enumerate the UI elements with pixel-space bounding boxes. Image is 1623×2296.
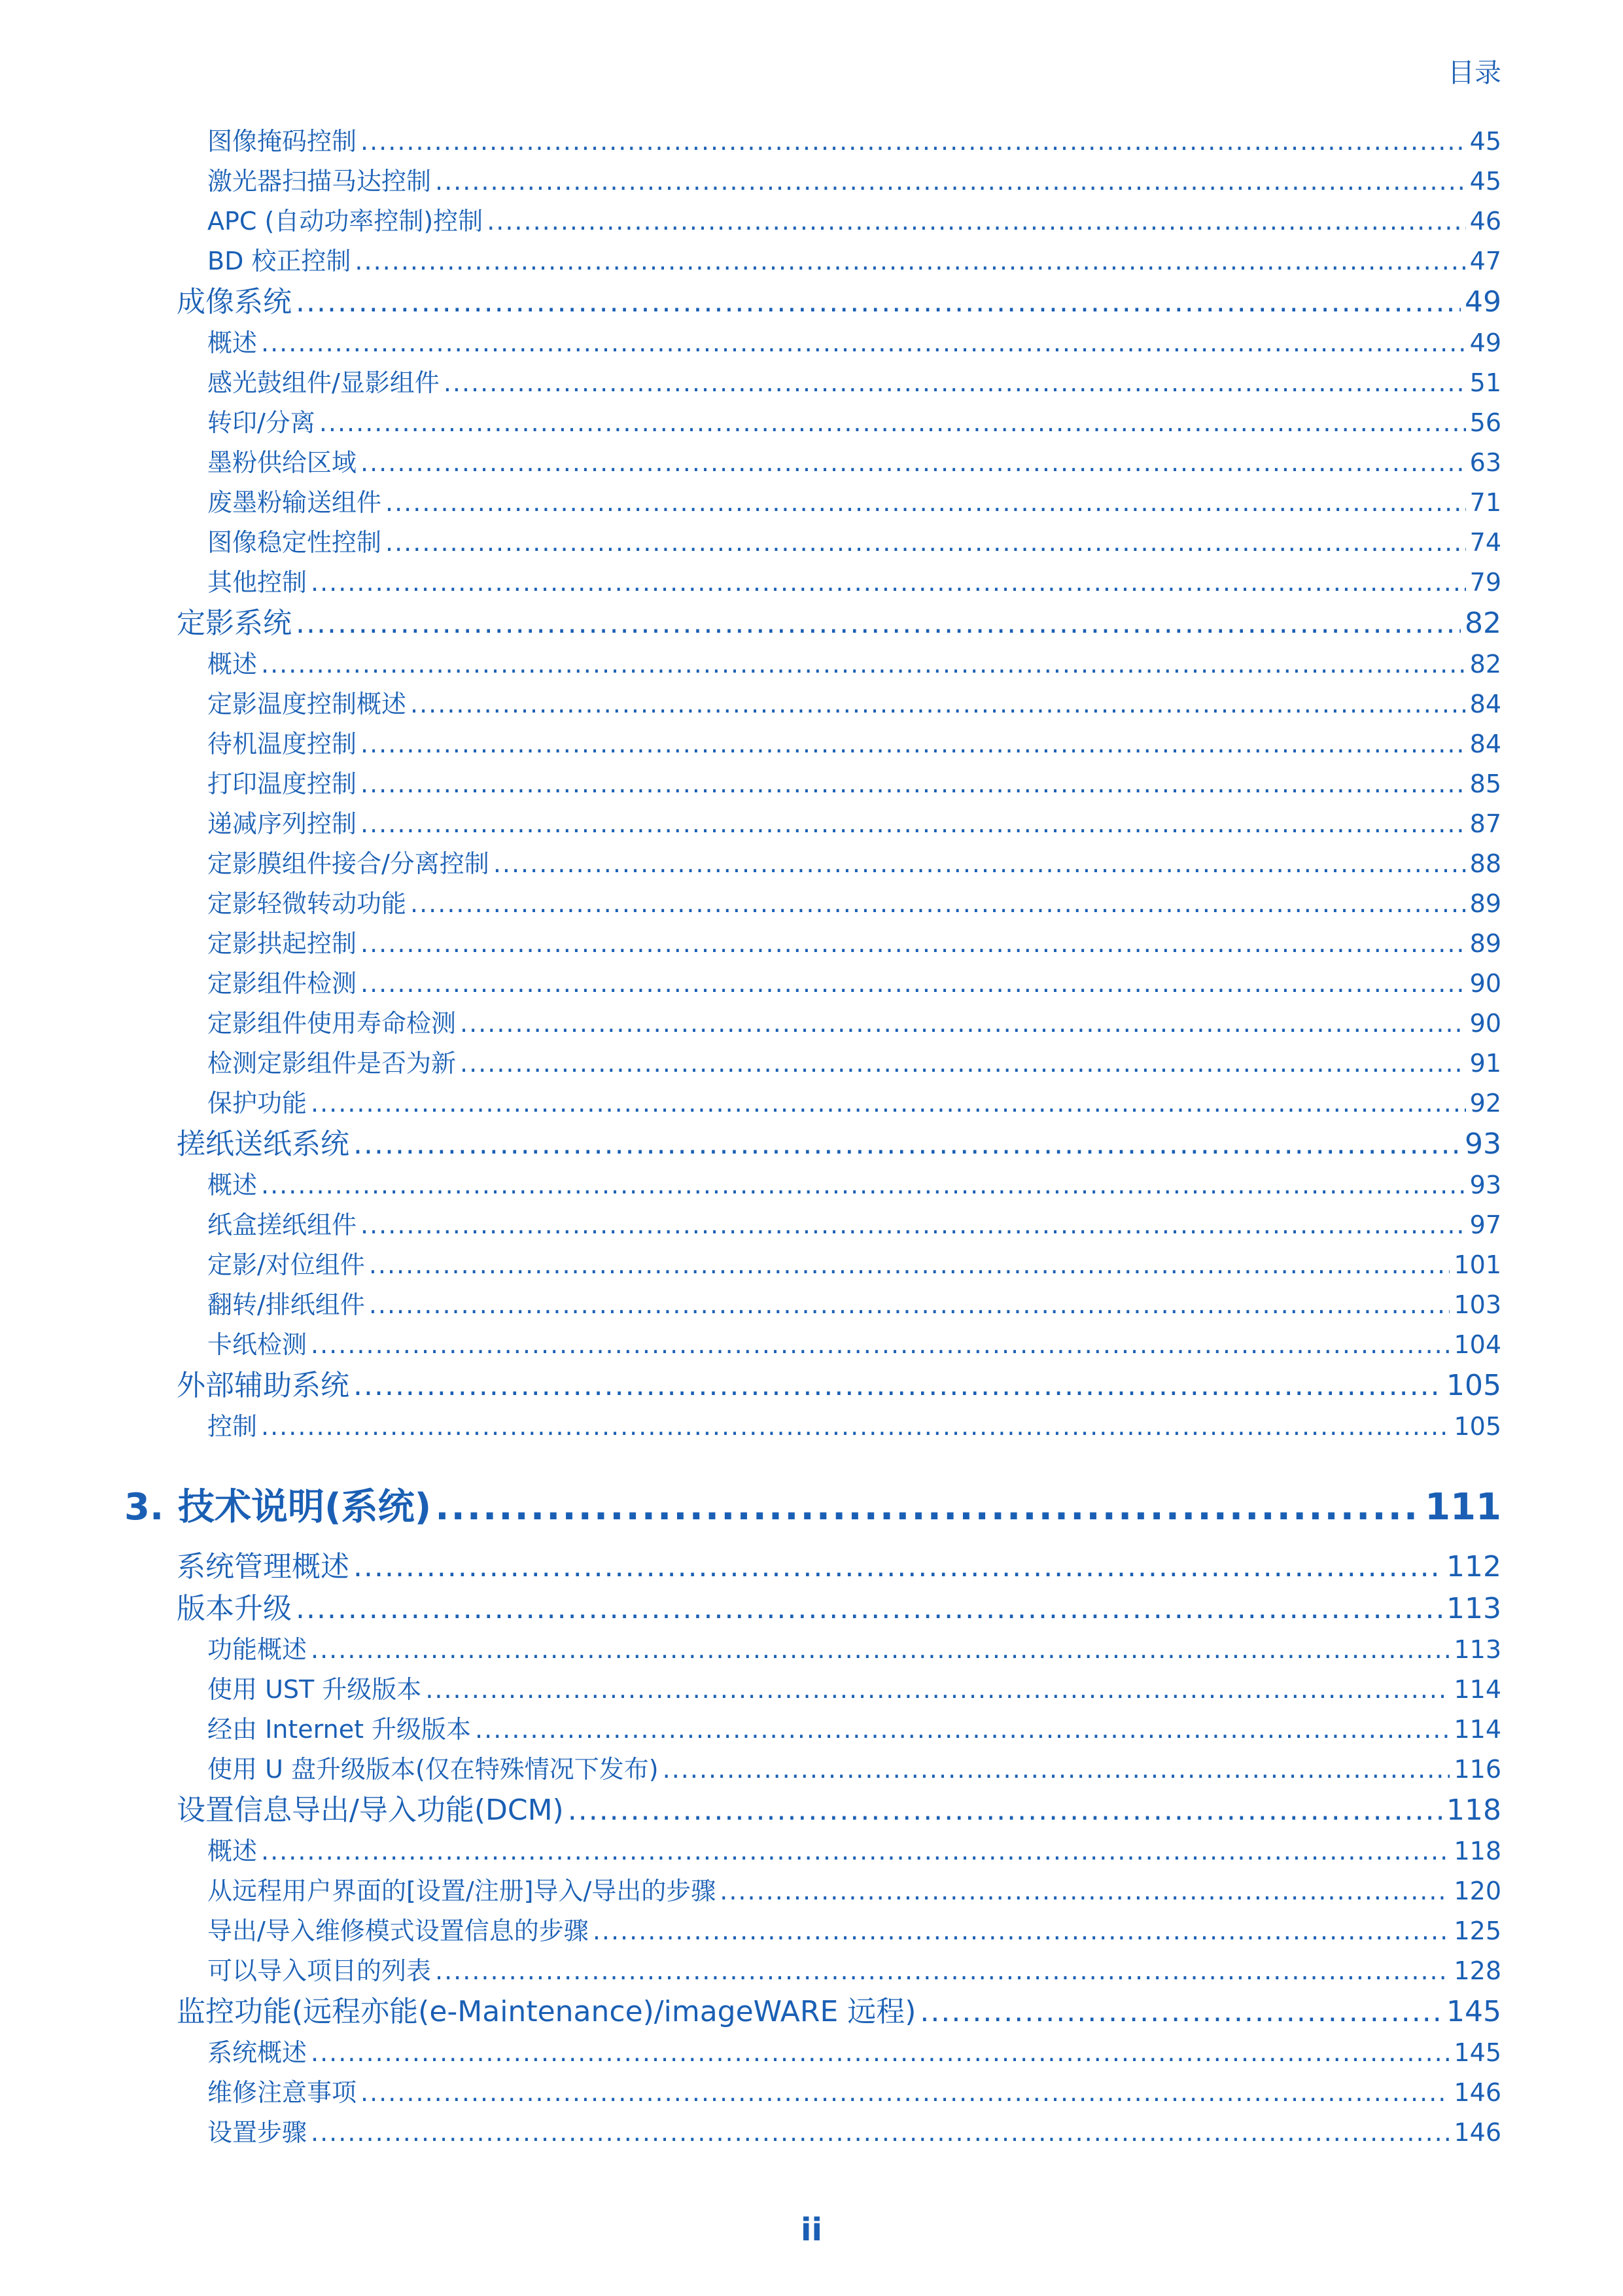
- toc-entry-title: [207, 684, 410, 724]
- toc-subsection-entry[interactable]: [124, 202, 1501, 241]
- toc-dot-leader: [720, 1871, 1450, 1911]
- toc-subsection-entry[interactable]: [124, 884, 1501, 924]
- toc-entry-label: 功能概述: [207, 1635, 307, 1664]
- toc-entry-label: 其他控制: [207, 568, 307, 597]
- toc-dot-leader: [355, 241, 1465, 281]
- toc-entry-label: 技术说明(系统): [178, 1486, 432, 1528]
- toc-entry-label: 使用 UST 升级版本: [207, 1675, 422, 1704]
- toc-dot-leader: [385, 523, 1466, 563]
- toc-entry-label: 维修注意事项: [207, 2078, 357, 2107]
- toc-entry-title: [207, 1084, 311, 1123]
- toc-dot-leader: [493, 844, 1466, 884]
- toc-entry-label: 翻转/排纸组件: [207, 1290, 365, 1319]
- toc-entry-label: 纸盒搓纸组件: [207, 1210, 357, 1239]
- toc-entry-label: 从远程用户界面的[设置/注册]导入/导出的步骤: [207, 1877, 716, 1905]
- toc-entry-label: 概述: [207, 1837, 258, 1865]
- toc-entry-page: 125: [1454, 1916, 1501, 1945]
- toc-subsection-entry[interactable]: [124, 1831, 1501, 1871]
- toc-entry-label: 概述: [207, 650, 258, 679]
- toc-entry-label: 废墨粉输送组件: [207, 488, 382, 517]
- toc-entry-title: [207, 964, 360, 1004]
- toc-subsection-entry[interactable]: [124, 844, 1501, 884]
- toc-dot-leader: [663, 1750, 1450, 1790]
- toc-entry-page: 112: [1446, 1550, 1501, 1583]
- toc-entry-label: 外部辅助系统: [177, 1369, 349, 1402]
- toc-entry-title: [207, 1951, 435, 1991]
- toc-subsection-entry[interactable]: [124, 443, 1501, 483]
- toc-entry-title: [207, 1750, 663, 1790]
- toc-entry-title: [124, 1469, 435, 1546]
- toc-entry-title: [207, 1245, 369, 1285]
- toc-entry-title: [207, 764, 360, 804]
- toc-entry-title: [207, 724, 360, 764]
- toc-dot-leader: [261, 645, 1466, 684]
- toc-entry-page: 145: [1446, 1995, 1501, 2028]
- toc-subsection-entry[interactable]: [124, 1871, 1501, 1911]
- toc-entry-label: 成像系统: [177, 285, 292, 319]
- toc-dot-leader: [593, 1911, 1450, 1951]
- toc-entry-label: 定影拱起控制: [207, 929, 357, 958]
- toc-entry-label: 系统管理概述: [177, 1550, 349, 1583]
- toc-entry-title: [207, 1911, 593, 1951]
- toc-entry-label: 图像稳定性控制: [207, 528, 382, 557]
- toc-entry-page: 49: [1469, 328, 1501, 357]
- toc-dot-leader: [360, 2073, 1450, 2113]
- toc-entry-page: 93: [1465, 1127, 1501, 1161]
- toc-entry-label: 使用 U 盘升级版本(仅在特殊情况下发布): [207, 1755, 659, 1784]
- toc-subsection-entry[interactable]: [124, 924, 1501, 964]
- toc-entry-label: 导出/导入维修模式设置信息的步骤: [207, 1916, 589, 1945]
- toc-entry-page: 146: [1454, 2118, 1501, 2147]
- toc-entry-page: 113: [1454, 1635, 1501, 1664]
- toc-subsection-entry[interactable]: [124, 1951, 1501, 1991]
- toc-entry-title: [207, 1710, 475, 1750]
- toc-subsection-entry[interactable]: [124, 1084, 1501, 1123]
- toc-subsection-entry[interactable]: [124, 1630, 1501, 1670]
- toc-subsection-entry[interactable]: [124, 964, 1501, 1004]
- toc-entry-page: 118: [1446, 1793, 1501, 1827]
- toc-entry-label: 概述: [207, 328, 258, 357]
- toc-subsection-entry[interactable]: [124, 1245, 1501, 1285]
- toc-subsection-entry[interactable]: [124, 403, 1501, 443]
- toc-subsection-entry[interactable]: [124, 122, 1501, 162]
- toc-entry-page: 85: [1469, 769, 1501, 798]
- toc-dot-leader: [425, 1670, 1450, 1710]
- toc-entry-title: [207, 1670, 425, 1710]
- toc-dot-leader: [410, 884, 1466, 924]
- toc-entry-label: 定影组件使用寿命检测: [207, 1009, 457, 1038]
- toc-entry-label: 检测定影组件是否为新: [207, 1049, 457, 1078]
- toc-dot-leader: [475, 1710, 1450, 1750]
- toc-entry-title: [207, 1165, 261, 1205]
- toc-dot-leader: [353, 1365, 1442, 1407]
- toc-entry-page: 111: [1425, 1486, 1501, 1528]
- toc-dot-leader: [360, 804, 1466, 844]
- toc-dot-leader: [369, 1285, 1450, 1325]
- toc-section-entry[interactable]: [124, 1546, 1501, 1588]
- toc-entry-page: 93: [1469, 1171, 1501, 1199]
- toc-entry-title: [207, 563, 311, 603]
- toc-entry-title: [207, 483, 385, 523]
- section-gap: [124, 1447, 1501, 1469]
- toc-chapter-number: 3.: [124, 1486, 164, 1528]
- toc-entry-label: 概述: [207, 1171, 258, 1199]
- toc-entry-page: 89: [1469, 929, 1501, 958]
- toc-section-entry[interactable]: [124, 1991, 1501, 2033]
- toc-entry-title: [207, 2113, 311, 2153]
- toc-entry-title: [207, 1325, 311, 1365]
- page-number: ii: [801, 2212, 822, 2248]
- toc-subsection-entry[interactable]: [124, 563, 1501, 603]
- toc-entry-label: 设置步骤: [207, 2118, 307, 2147]
- toc-entry-label: 经由 Internet 升级版本: [207, 1715, 472, 1744]
- toc-entry-title: [177, 603, 296, 645]
- toc-entry-label: 定影组件检测: [207, 969, 357, 998]
- toc-entry-label: BD 校正控制: [207, 247, 351, 275]
- toc-entry-title: [207, 924, 360, 964]
- toc-subsection-entry[interactable]: [124, 1165, 1501, 1205]
- toc-entry-page: 82: [1465, 607, 1501, 640]
- toc-entry-title: [207, 1831, 261, 1871]
- toc-subsection-entry[interactable]: [124, 241, 1501, 281]
- toc-section-entry[interactable]: [124, 281, 1501, 323]
- toc-dot-leader: [444, 363, 1466, 403]
- toc-entry-page: 101: [1454, 1250, 1501, 1279]
- toc-entry-label: 定影系统: [177, 607, 292, 640]
- toc-dot-leader: [568, 1790, 1442, 1831]
- toc-entry-title: [207, 523, 385, 563]
- toc-dot-leader: [360, 1205, 1466, 1245]
- toc-entry-title: [207, 122, 360, 162]
- toc-entry-page: 90: [1469, 1009, 1501, 1038]
- toc-dot-leader: [360, 443, 1466, 483]
- toc-entry-page: 88: [1469, 849, 1501, 878]
- toc-entry-title: [207, 162, 435, 202]
- toc-entry-label: 图像掩码控制: [207, 127, 357, 156]
- toc-entry-title: [207, 202, 487, 241]
- toc-entry-label: 递减序列控制: [207, 809, 357, 838]
- toc-entry-label: 搓纸送纸系统: [177, 1127, 349, 1161]
- toc-entry-page: 104: [1454, 1330, 1501, 1359]
- toc-entry-label: 墨粉供给区域: [207, 448, 357, 477]
- toc-entry-label: 定影温度控制概述: [207, 690, 407, 718]
- toc-entry-title: [177, 1991, 920, 2033]
- toc-entry-title: [207, 323, 261, 363]
- toc-entry-label: 卡纸检测: [207, 1330, 307, 1359]
- toc-entry-page: 91: [1469, 1049, 1501, 1078]
- toc-entry-title: [207, 403, 319, 443]
- toc-entry-page: 97: [1469, 1210, 1501, 1239]
- toc-entry-page: 74: [1469, 528, 1501, 557]
- toc-dot-leader: [353, 1546, 1442, 1588]
- toc-entry-label: 可以导入项目的列表: [207, 1956, 432, 1985]
- toc-entry-title: [207, 645, 261, 684]
- toc-subsection-entry[interactable]: [124, 323, 1501, 363]
- toc-dot-leader: [460, 1044, 1466, 1084]
- toc-entry-page: 47: [1469, 247, 1501, 275]
- toc-entry-label: APC (自动功率控制)控制: [207, 207, 483, 236]
- toc-entry-page: 118: [1454, 1837, 1501, 1865]
- toc-dot-leader: [261, 1831, 1450, 1871]
- toc-entry-page: 103: [1454, 1290, 1501, 1319]
- toc-entry-page: 71: [1469, 488, 1501, 517]
- toc-subsection-entry[interactable]: [124, 483, 1501, 523]
- toc-entry-page: 49: [1465, 285, 1501, 319]
- toc-entry-page: 116: [1454, 1755, 1501, 1784]
- toc-entry-label: 设置信息导出/导入功能(DCM): [177, 1793, 564, 1827]
- toc-subsection-entry[interactable]: [124, 2073, 1501, 2113]
- toc-dot-leader: [435, 162, 1466, 202]
- toc-entry-label: 保护功能: [207, 1089, 307, 1118]
- toc-entry-title: [207, 1044, 460, 1084]
- toc-dot-leader: [360, 724, 1466, 764]
- toc-entry-title: [207, 884, 410, 924]
- toc-dot-leader: [311, 2033, 1450, 2073]
- toc-entry-page: 45: [1469, 127, 1501, 156]
- toc-dot-leader: [435, 1951, 1450, 1991]
- toc-entry-page: 84: [1469, 730, 1501, 758]
- header-title: 目录: [1448, 57, 1501, 88]
- toc-entry-page: 105: [1454, 1412, 1501, 1441]
- toc-subsection-entry[interactable]: [124, 1004, 1501, 1044]
- toc-chapter-entry[interactable]: [124, 1469, 1501, 1546]
- toc-entry-title: [207, 1630, 311, 1670]
- toc-entry-title: [207, 804, 360, 844]
- toc-dot-leader: [319, 403, 1466, 443]
- toc-entry-title: [177, 1365, 353, 1407]
- toc-entry-title: [207, 2033, 311, 2073]
- toc-entry-title: [177, 1546, 353, 1588]
- toc-dot-leader: [360, 924, 1466, 964]
- toc-entry-label: 感光鼓组件/显影组件: [207, 368, 440, 397]
- toc-entry-label: 定影/对位组件: [207, 1250, 365, 1279]
- toc-dot-leader: [460, 1004, 1466, 1044]
- table-of-contents: [124, 122, 1501, 2153]
- toc-subsection-entry[interactable]: [124, 1750, 1501, 1790]
- toc-entry-title: [207, 1407, 261, 1447]
- toc-entry-page: 82: [1469, 650, 1501, 679]
- toc-subsection-entry[interactable]: [124, 1325, 1501, 1365]
- toc-entry-label: 转印/分离: [207, 408, 315, 437]
- toc-entry-label: 监控功能(远程亦能(e-Maintenance)/imageWARE 远程): [177, 1995, 916, 2028]
- toc-entry-label: 待机温度控制: [207, 730, 357, 758]
- toc-entry-page: 63: [1469, 448, 1501, 477]
- toc-entry-page: 120: [1454, 1877, 1501, 1905]
- toc-entry-page: 79: [1469, 568, 1501, 597]
- toc-subsection-entry[interactable]: [124, 724, 1501, 764]
- toc-subsection-entry[interactable]: [124, 523, 1501, 563]
- toc-entry-title: [207, 363, 444, 403]
- toc-subsection-entry[interactable]: [124, 2113, 1501, 2153]
- toc-entry-title: [207, 844, 493, 884]
- toc-entry-page: 114: [1454, 1715, 1501, 1744]
- toc-entry-title: [177, 1790, 568, 1831]
- toc-dot-leader: [487, 202, 1465, 241]
- toc-entry-page: 51: [1469, 368, 1501, 397]
- toc-subsection-entry[interactable]: [124, 1911, 1501, 1951]
- toc-section-entry[interactable]: [124, 1790, 1501, 1831]
- toc-entry-title: [177, 1588, 296, 1630]
- toc-section-entry[interactable]: [124, 1123, 1501, 1165]
- toc-subsection-entry[interactable]: [124, 1407, 1501, 1447]
- toc-dot-leader: [296, 603, 1461, 645]
- toc-dot-leader: [360, 122, 1466, 162]
- toc-subsection-entry[interactable]: [124, 1710, 1501, 1750]
- toc-entry-page: 92: [1469, 1089, 1501, 1118]
- toc-dot-leader: [311, 1325, 1450, 1365]
- toc-dot-leader: [369, 1245, 1450, 1285]
- toc-dot-leader: [296, 281, 1461, 323]
- toc-entry-label: 系统概述: [207, 2038, 307, 2067]
- toc-dot-leader: [311, 1084, 1466, 1123]
- toc-subsection-entry[interactable]: [124, 363, 1501, 403]
- toc-entry-page: 84: [1469, 690, 1501, 718]
- toc-entry-label: 激光器扫描马达控制: [207, 167, 432, 196]
- toc-entry-title: [177, 281, 296, 323]
- toc-section-entry[interactable]: [124, 1588, 1501, 1630]
- toc-subsection-entry[interactable]: [124, 1670, 1501, 1710]
- toc-subsection-entry[interactable]: [124, 162, 1501, 202]
- toc-dot-leader: [385, 483, 1466, 523]
- toc-entry-page: 113: [1446, 1592, 1501, 1625]
- toc-entry-page: 56: [1469, 408, 1501, 437]
- toc-subsection-entry[interactable]: [124, 764, 1501, 804]
- toc-dot-leader: [261, 1165, 1466, 1205]
- toc-entry-page: 45: [1469, 167, 1501, 196]
- toc-entry-page: 128: [1454, 1956, 1501, 1985]
- toc-subsection-entry[interactable]: [124, 804, 1501, 844]
- toc-dot-leader: [296, 1588, 1442, 1630]
- toc-entry-title: [207, 443, 360, 483]
- toc-entry-page: 105: [1446, 1369, 1501, 1402]
- toc-dot-leader: [353, 1123, 1461, 1165]
- toc-entry-title: [207, 2073, 360, 2113]
- toc-section-entry[interactable]: [124, 603, 1501, 645]
- toc-section-entry[interactable]: [124, 1365, 1501, 1407]
- toc-entry-label: 版本升级: [177, 1592, 292, 1625]
- toc-entry-label: 定影轻微转动功能: [207, 889, 407, 918]
- toc-subsection-entry[interactable]: [124, 2033, 1501, 2073]
- toc-subsection-entry[interactable]: [124, 1285, 1501, 1325]
- toc-dot-leader: [261, 323, 1466, 363]
- toc-dot-leader: [311, 2113, 1450, 2153]
- toc-entry-page: 46: [1469, 207, 1501, 236]
- toc-entry-page: 87: [1469, 809, 1501, 838]
- toc-dot-leader: [360, 764, 1466, 804]
- toc-dot-leader: [261, 1407, 1450, 1447]
- toc-dot-leader: [360, 964, 1466, 1004]
- toc-entry-title: [207, 1004, 460, 1044]
- toc-entry-page: 89: [1469, 889, 1501, 918]
- toc-dot-leader: [410, 684, 1466, 724]
- toc-subsection-entry[interactable]: [124, 1044, 1501, 1084]
- toc-entry-label: 打印温度控制: [207, 769, 357, 798]
- toc-entry-title: [207, 241, 355, 281]
- toc-entry-title: [207, 1285, 369, 1325]
- toc-dot-leader: [311, 563, 1466, 603]
- toc-entry-page: 90: [1469, 969, 1501, 998]
- toc-entry-title: [207, 1205, 360, 1245]
- toc-entry-title: [177, 1123, 353, 1165]
- toc-subsection-entry[interactable]: [124, 1205, 1501, 1245]
- toc-entry-page: 114: [1454, 1675, 1501, 1704]
- toc-entry-label: 控制: [207, 1412, 258, 1441]
- toc-entry-page: 146: [1454, 2078, 1501, 2107]
- toc-entry-title: [207, 1871, 720, 1911]
- toc-entry-label: 定影膜组件接合/分离控制: [207, 849, 489, 878]
- toc-subsection-entry[interactable]: [124, 645, 1501, 684]
- toc-dot-leader: [311, 1630, 1450, 1670]
- toc-dot-leader: [920, 1991, 1442, 2033]
- toc-dot-leader: [435, 1469, 1421, 1546]
- toc-entry-page: 145: [1454, 2038, 1501, 2067]
- toc-subsection-entry[interactable]: [124, 684, 1501, 724]
